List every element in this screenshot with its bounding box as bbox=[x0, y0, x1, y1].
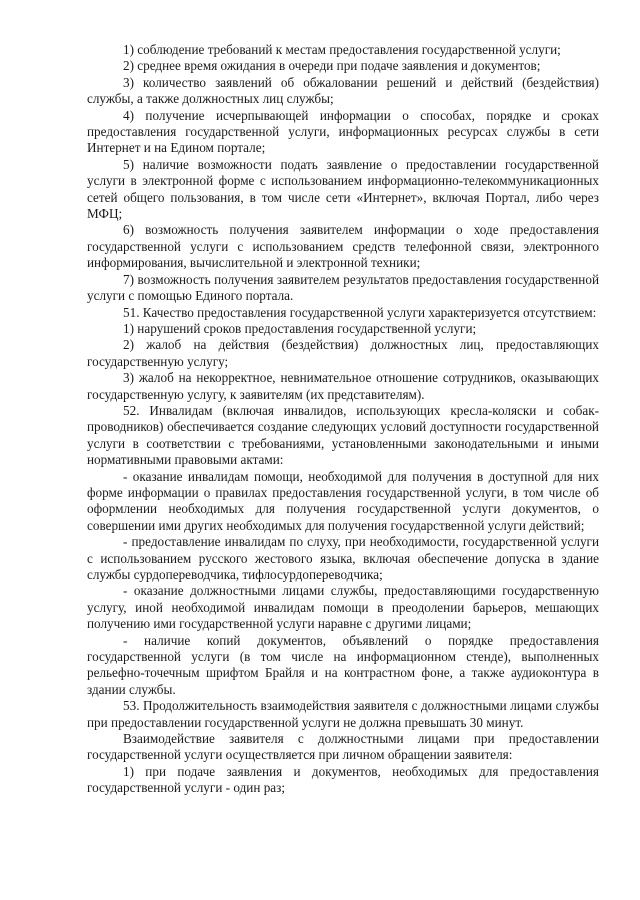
document-page bbox=[87, 42, 599, 797]
list-item: - оказание должностными лицами службы, предоставляющими государственную услугу, иной необходимой инвалидам помощи в преодолении барьеров, мешающих получению ими государственной услуги наравне с другими лицами; bbox=[87, 583, 599, 632]
section-heading-paragraph: 53. Продолжительность взаимодействия заявителя с должностными лицами службы при предоставлении государственной услуги не должна превышать 30 минут. bbox=[87, 698, 599, 730]
paragraph: 3) жалоб на некорректное, невнимательное отношение сотрудников, оказывающих государственную услугу, к заявителям (их представителям). bbox=[87, 370, 599, 402]
paragraph: 5) наличие возможности подать заявление о предоставлении государственной услуги в электронной форме с использованием информационно-телекоммуникационных сетей общего пользования, в том числе сети «Интернет», включая Портал, либо через МФЦ; bbox=[87, 156, 599, 222]
list-item: - предоставление инвалидам по слуху, при необходимости, государственной услуги с использованием русского жестового языка, включая обеспечение допуска в здание службы сурдопереводчика, тифлосурдопереводчика; bbox=[87, 534, 599, 582]
paragraph: 4) получение исчерпывающей информации о способах, порядке и сроках предоставления государственной услуги, информационных ресурсах службы в сети Интернет и на Едином портале; bbox=[87, 107, 599, 156]
paragraph: 1) соблюдение требований к местам предоставления государственной услуги; bbox=[123, 42, 561, 57]
paragraph: 1) при подаче заявления и документов, необходимых для предоставления государственной услуги - один раз; bbox=[87, 763, 599, 796]
list-item: - наличие копий документов, объявлений о порядке предоставления государственной услуги (в том числе на информационном стенде), выполненных рельефно-точечным шрифтом Брайля и на контрастном фоне, а также аудиоконтура в здании службы. bbox=[87, 632, 599, 697]
paragraph: 1) нарушений сроков предоставления государственной услуги; bbox=[123, 320, 477, 336]
paragraph: Взаимодействие заявителя с должностными лицами при предоставлении государственной услуги осуществляется при личном обращении заявителя: bbox=[87, 731, 599, 763]
paragraph: 2) среднее время ожидания в очереди при подаче заявления и документов; bbox=[123, 58, 541, 74]
paragraph: 3) количество заявлений об обжаловании решений и действий (бездействия) службы, а также должностных лиц службы; bbox=[87, 74, 599, 107]
list-item: - оказание инвалидам помощи, необходимой для получения в доступной для них форме информации о правилах предоставления государственной услуги, в том числе об оформлении необходимых для получения государственной услуги документов, о совершении ими других необходимых для получения государственной услуги действий; bbox=[87, 468, 599, 533]
section-heading-paragraph: 51. Качество предоставления государственной услуги характеризуется отсутствием: bbox=[123, 304, 597, 320]
paragraph: 2) жалоб на действия (бездействия) должностных лиц, предоставляющих государственную услугу; bbox=[87, 337, 599, 369]
section-heading-paragraph: 52. Инвалидам (включая инвалидов, использующих кресла-коляски и собак-проводников) обеспечивается создание следующих условий доступности государственной услуги в соответствии с требованиями, установленными законодательными и иными нормативными правовыми актами: bbox=[87, 402, 599, 468]
paragraph: 7) возможность получения заявителем результатов предоставления государственной услуги с помощью Единого портала. bbox=[87, 271, 599, 304]
paragraph: 6) возможность получения заявителем информации о ходе предоставления государственной услуги с использованием средств телефонной связи, электронного информирования, вычислительной и электронной техники; bbox=[87, 222, 599, 271]
